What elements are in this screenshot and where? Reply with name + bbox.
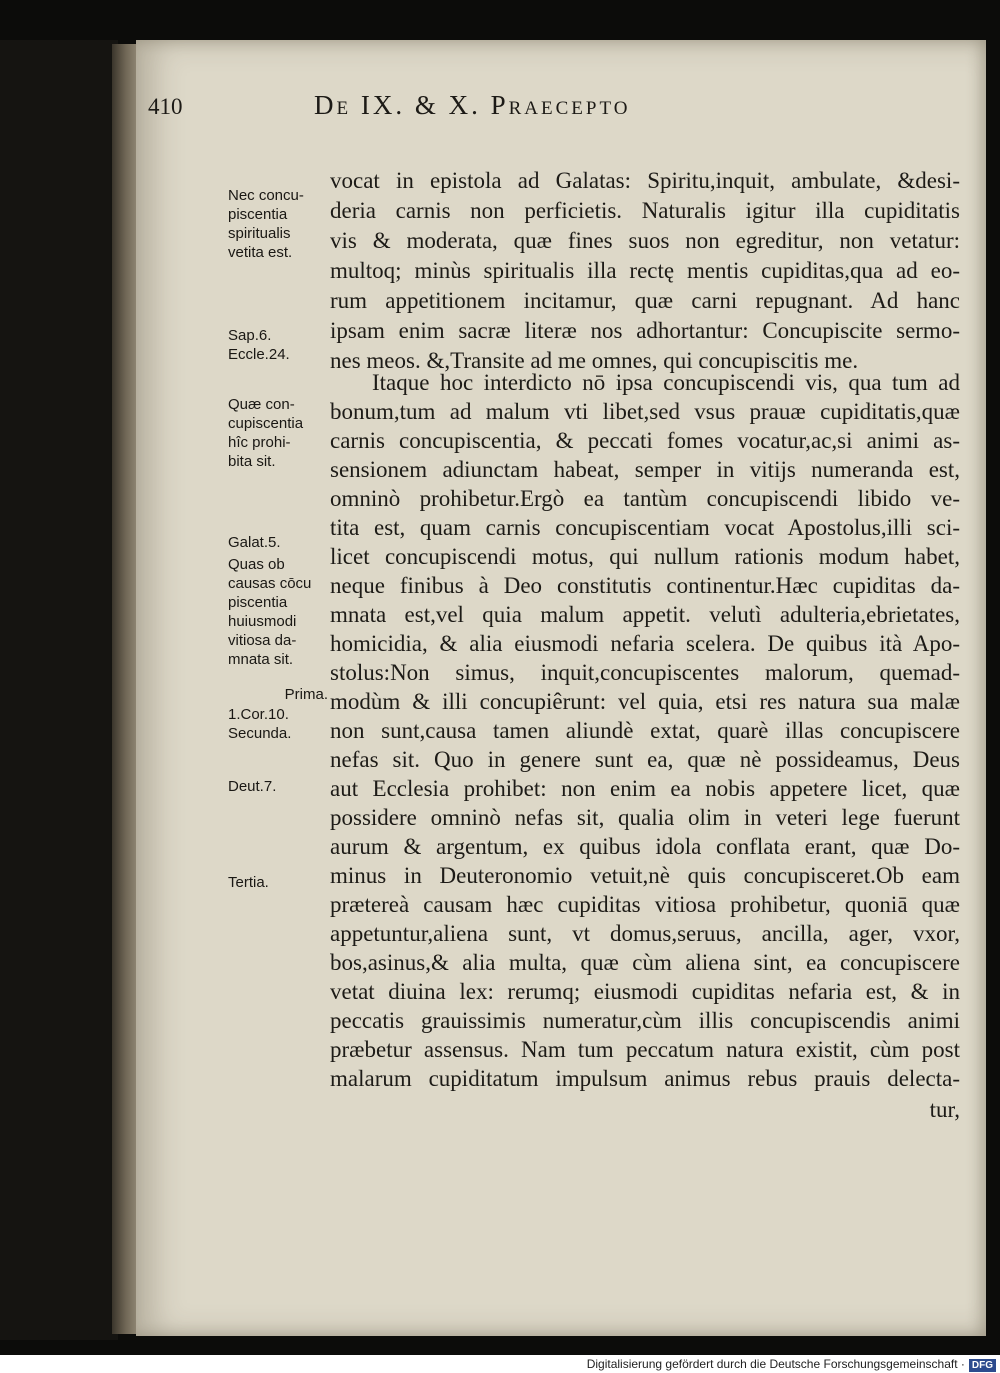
digitization-footer bbox=[0, 1355, 1000, 1373]
text-line: nes meos. &,Transite ad me omnes, qui concupiscitis me. bbox=[330, 348, 859, 373]
text-line: tita est, quam carnis concupiscentiam vocat Apostolus,illi sci- bbox=[330, 515, 960, 540]
margin-note: Deut.7. bbox=[228, 778, 277, 795]
text-line: rum appetitionem incitamur, quæ carni repugnant. Ad hanc bbox=[330, 288, 960, 313]
text-line: multoq; minùs spiritualis illa rectę mentis cupiditas,qua ad eo- bbox=[330, 258, 960, 283]
footer-text: Digitalisierung gefördert durch die Deutsche Forschungsgemeinschaft · bbox=[586, 1357, 965, 1371]
text-line: aurum & argentum, ex quibus idola conflata erant, quæ Do- bbox=[330, 834, 960, 859]
text-line: vis & moderata, quæ fines suos non egreditur, non vetatur: bbox=[330, 228, 960, 253]
margin-note: Tertia. bbox=[228, 874, 269, 891]
text-line: ipsam enim sacræ literæ nos adhortantur: Concupiscite sermo- bbox=[330, 318, 960, 343]
margin-note: Secunda. bbox=[228, 725, 292, 742]
text-line: prætereà causam hæc cupiditas vitiosa prohibetur, quoniā quæ bbox=[330, 892, 960, 917]
text-line: bonum,tum ad malum vti libet,sed vsus prauæ cupiditatis,quæ bbox=[330, 399, 960, 424]
text-line: stolus:Non simus, inquit,concupiscentes malorum, quemad- bbox=[330, 660, 960, 685]
text-line: vetat diuina lex: rerumq; eiusmodi cupiditas nefaria est, & in bbox=[330, 979, 960, 1004]
text-line: non sunt,causa tamen aliundè extat, quarè illas concupiscere bbox=[330, 718, 960, 743]
text-line: nefas sit. Quo in genere sunt ea, quæ nè possideamus, Deus bbox=[330, 747, 960, 772]
margin-note: Quæ con- cupiscentia hîc prohi- bita sit. bbox=[228, 396, 304, 470]
text-line: appetuntur,aliena sunt, vt domus,seruus, ancilla, ager, vxor, bbox=[330, 921, 960, 946]
page-header bbox=[148, 90, 818, 124]
text-line: vocat in epistola ad Galatas: Spiritu,inquit, ambulate, &desi- bbox=[330, 168, 960, 193]
margin-note: Nec concu- piscentia spiritualis vetita est. bbox=[228, 187, 304, 261]
margin-note: Galat.5. bbox=[228, 534, 281, 551]
text-line: carnis concupiscentia, & peccati fomes vocatur,ac,si animi as- bbox=[330, 428, 960, 453]
text-line: possidere omninò nefas sit, qualia olim in veteri lege fuerunt bbox=[330, 805, 960, 830]
margin-note: Sap.6. Eccle.24. bbox=[228, 327, 290, 363]
text-line: licet concupiscendi motus, qui nullum rationis modum habet, bbox=[330, 544, 960, 569]
text-line: Itaque hoc interdicto nō ipsa concupiscendi vis, qua tum ad bbox=[372, 370, 960, 395]
margin-note: 1.Cor.10. bbox=[228, 706, 289, 723]
catchword-line: tur, bbox=[929, 1097, 960, 1122]
margin-note: Quas ob causas cōcu piscentia huiusmodi vitiosa da- mnata sit. bbox=[228, 556, 312, 668]
text-line: aut Ecclesia prohibet: non enim ea nobis appetere licet, quæ bbox=[330, 776, 960, 801]
text-line: minus in Deuteronomio vetuit,nè quis concupisceret.Ob eam bbox=[330, 863, 960, 888]
margin-note: Prima. bbox=[284, 686, 328, 703]
page-number: 410 bbox=[148, 94, 183, 119]
text-line: neque finibus à Deo constitutis continentur.Hæc cupiditas da- bbox=[330, 573, 960, 598]
left-page-edge bbox=[0, 40, 118, 1340]
text-line: præbetur assensus. Nam tum peccatum natura existit, cùm post bbox=[330, 1037, 960, 1062]
text-line: peccatis grauissimis numeratur,cùm illis concupiscendis animi bbox=[330, 1008, 960, 1033]
text-line: deria carnis non perficietis. Naturalis igitur illa cupiditatis bbox=[330, 198, 960, 223]
text-line: malarum cupiditatum impulsum animus rebus prauis delecta- bbox=[330, 1066, 960, 1091]
text-line: mnata est,vel quia malum appetit. velutì adulteria,ebrietates, bbox=[330, 602, 960, 627]
text-line: sensionem adiunctam habeat, semper in vitijs numeranda est, bbox=[330, 457, 960, 482]
dfg-logo-icon: DFG bbox=[969, 1359, 996, 1372]
text-line: omninò prohibetur.Ergò ea tantùm concupiscendi libido ve- bbox=[330, 486, 960, 511]
text-line: homicidia, & alia eiusmodi nefaria scelera. De quibus ità Apo- bbox=[330, 631, 960, 656]
running-title: De IX. & X. Praecepto bbox=[314, 90, 631, 120]
text-line: bos,asinus,& alia multa, quæ cùm aliena sint, ea concupiscere bbox=[330, 950, 960, 975]
text-line: modùm & illi concupiêrunt: vel quia, etsi res natura sua malæ bbox=[330, 689, 960, 714]
